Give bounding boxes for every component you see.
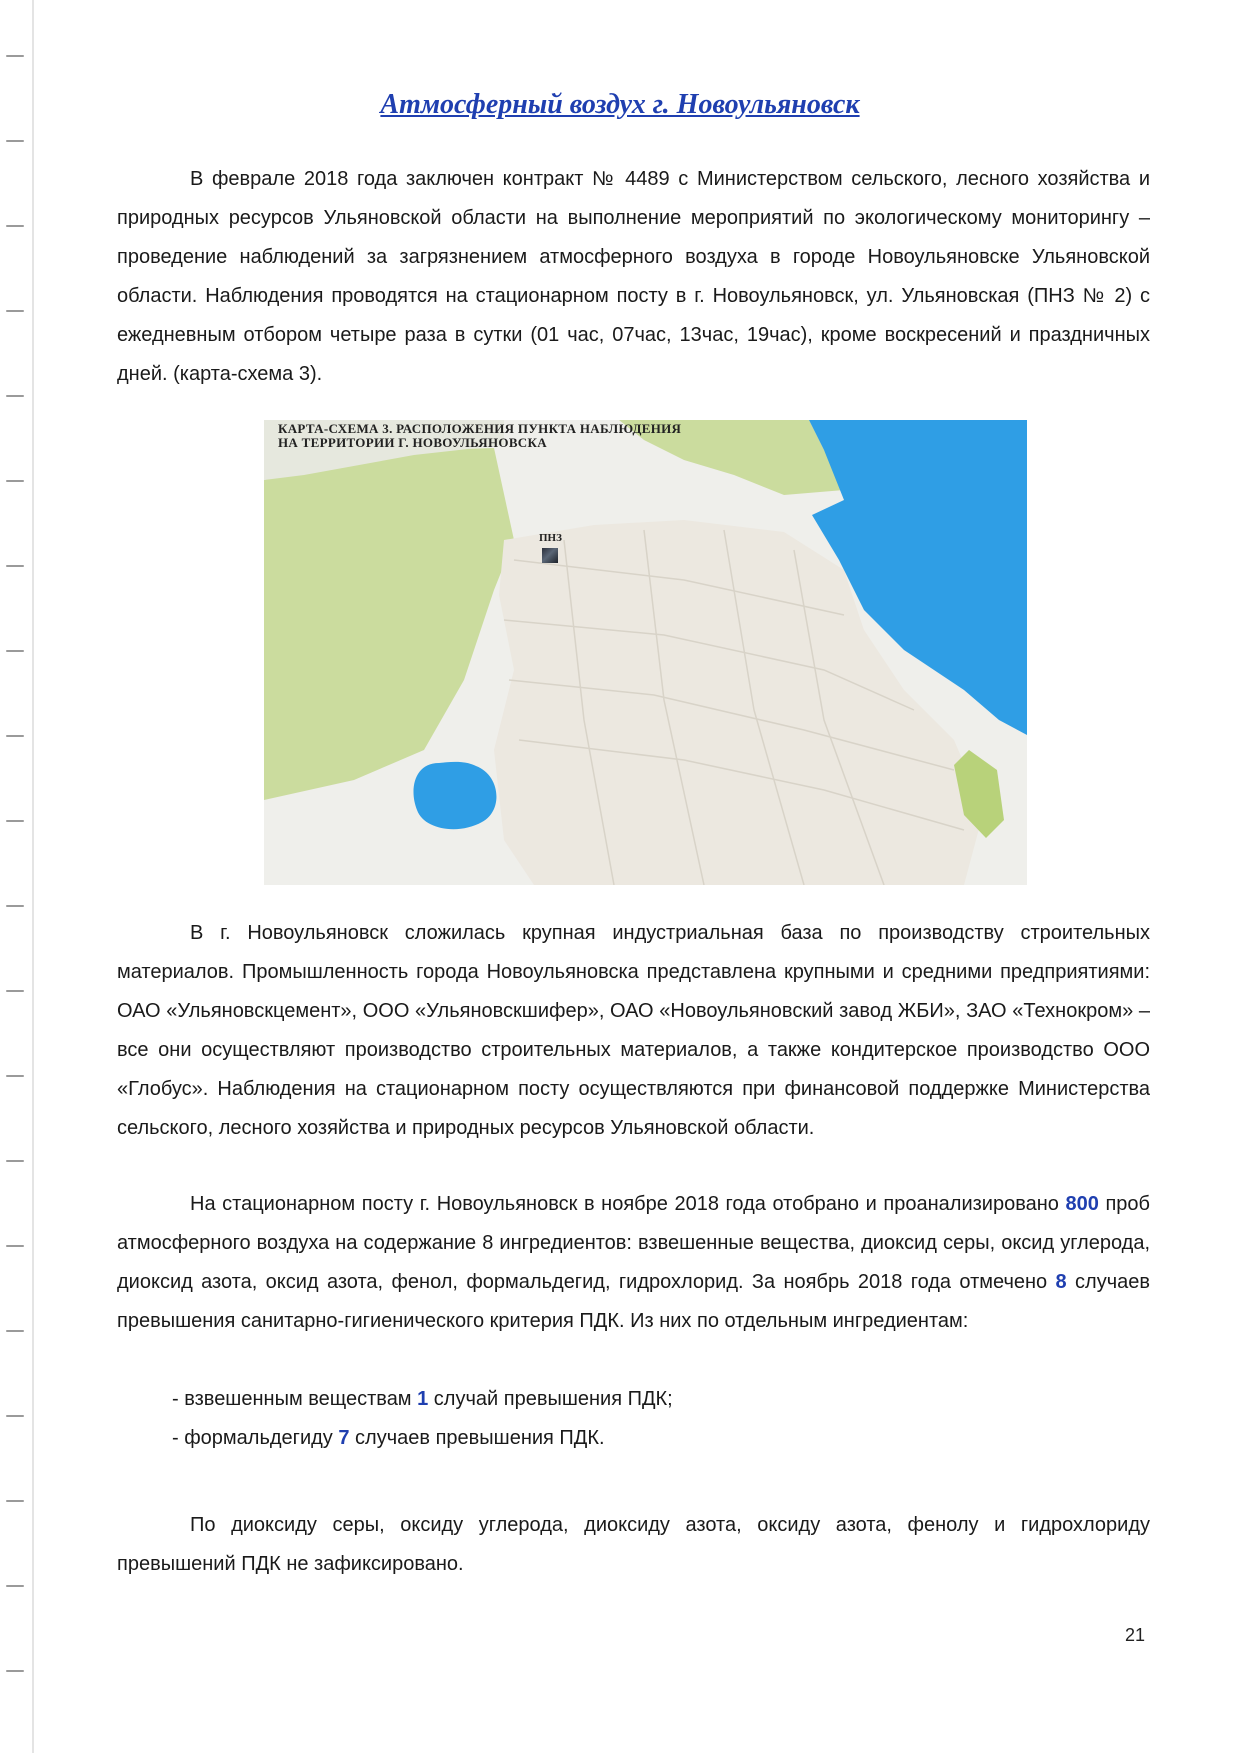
- samples-text-part-1: На стационарном посту г. Новоульяновск в ноябре 2018 года отобрано и проанализировано: [190, 1193, 1066, 1215]
- industry-paragraph: В г. Новоульяновск сложилась крупная индустриальная база по производству строительных материалов. Промышленность города Новоульяновска представлена крупными и средними предприятиями: ОАО «Ульяновскцемент», ООО «Ульяновскшифер», ОАО «Новоульяновский завод ЖБИ», ЗАО «Технокром» – все они осуществляют производство строительных материалов, а также кондитерское производство ООО «Глобус». Наблюдения на стационарном посту осуществляются при финансовой поддержке Министерства сельского, лесного хозяйства и природных ресурсов Ульяновской области.: [117, 922, 1150, 1139]
- binding-edge: [0, 0, 50, 1753]
- monitoring-post-label: ПНЗ: [539, 532, 562, 544]
- map-caption-line-2: НА ТЕРРИТОРИИ Г. НОВОУЛЬЯНОВСКА: [278, 435, 547, 450]
- monitoring-post-marker-icon: [542, 548, 558, 563]
- map-graphic: [264, 420, 1027, 885]
- bullet-formaldehyde-value: 7: [338, 1427, 350, 1449]
- intro-paragraph: В феврале 2018 года заключен контракт № 4489 с Министерством сельского, лесного хозяйства и природных ресурсов Ульяновской области на выполнение мероприятий по экологическому мониторингу – проведение наблюдений за загрязнением атмосферного воздуха в городе Новоульяновске Ульяновской области. Наблюдения проводятся на стационарном посту в г. Новоульяновск, ул. Ульяновская (ПНЗ № 2) с ежедневным отбором четыре раза в сутки (01 час, 07час, 13час, 19час), кроме воскресений и праздничных дней. (карта-схема 3).: [117, 168, 1150, 385]
- samples-count: 800: [1065, 1193, 1099, 1215]
- bullet-formaldehyde: - формальдегиду 7 случаев превышения ПДК.: [172, 1427, 605, 1449]
- location-map: [264, 420, 1027, 885]
- closing-paragraph: По диоксиду серы, оксиду углерода, диоксиду азота, оксиду азота, фенолу и гидрохлориду превышений ПДК не зафиксировано.: [117, 1514, 1150, 1575]
- map-caption: [278, 422, 681, 450]
- page-number: 21: [1125, 1625, 1146, 1645]
- bullet-suspended-matter-value: 1: [417, 1388, 429, 1410]
- map-caption-line-1: КАРТА-СХЕМА 3. РАСПОЛОЖЕНИЯ ПУНКТА НАБЛЮДЕНИЯ: [278, 421, 682, 436]
- bullet-suspended-matter: - взвешенным веществам 1 случай превышения ПДК;: [172, 1388, 673, 1410]
- page-title: Атмосферный воздух г. Новоульяновск: [380, 88, 860, 120]
- samples-text-part-2: проб атмосферного воздуха на содержание 8 ингредиентов: взвешенные вещества, диоксид серы, оксид углерода, диоксид азота, оксид азота, фенол, формальдегид, гидрохлорид. За ноябрь 2018 года отмечено: [117, 1193, 1150, 1293]
- exceedance-count: 8: [1055, 1271, 1067, 1293]
- samples-text-part-3: случаев превышения санитарно-гигиенического критерия ПДК. Из них по отдельным ингредиентам:: [117, 1271, 1150, 1332]
- samples-paragraph: [117, 1185, 1150, 1341]
